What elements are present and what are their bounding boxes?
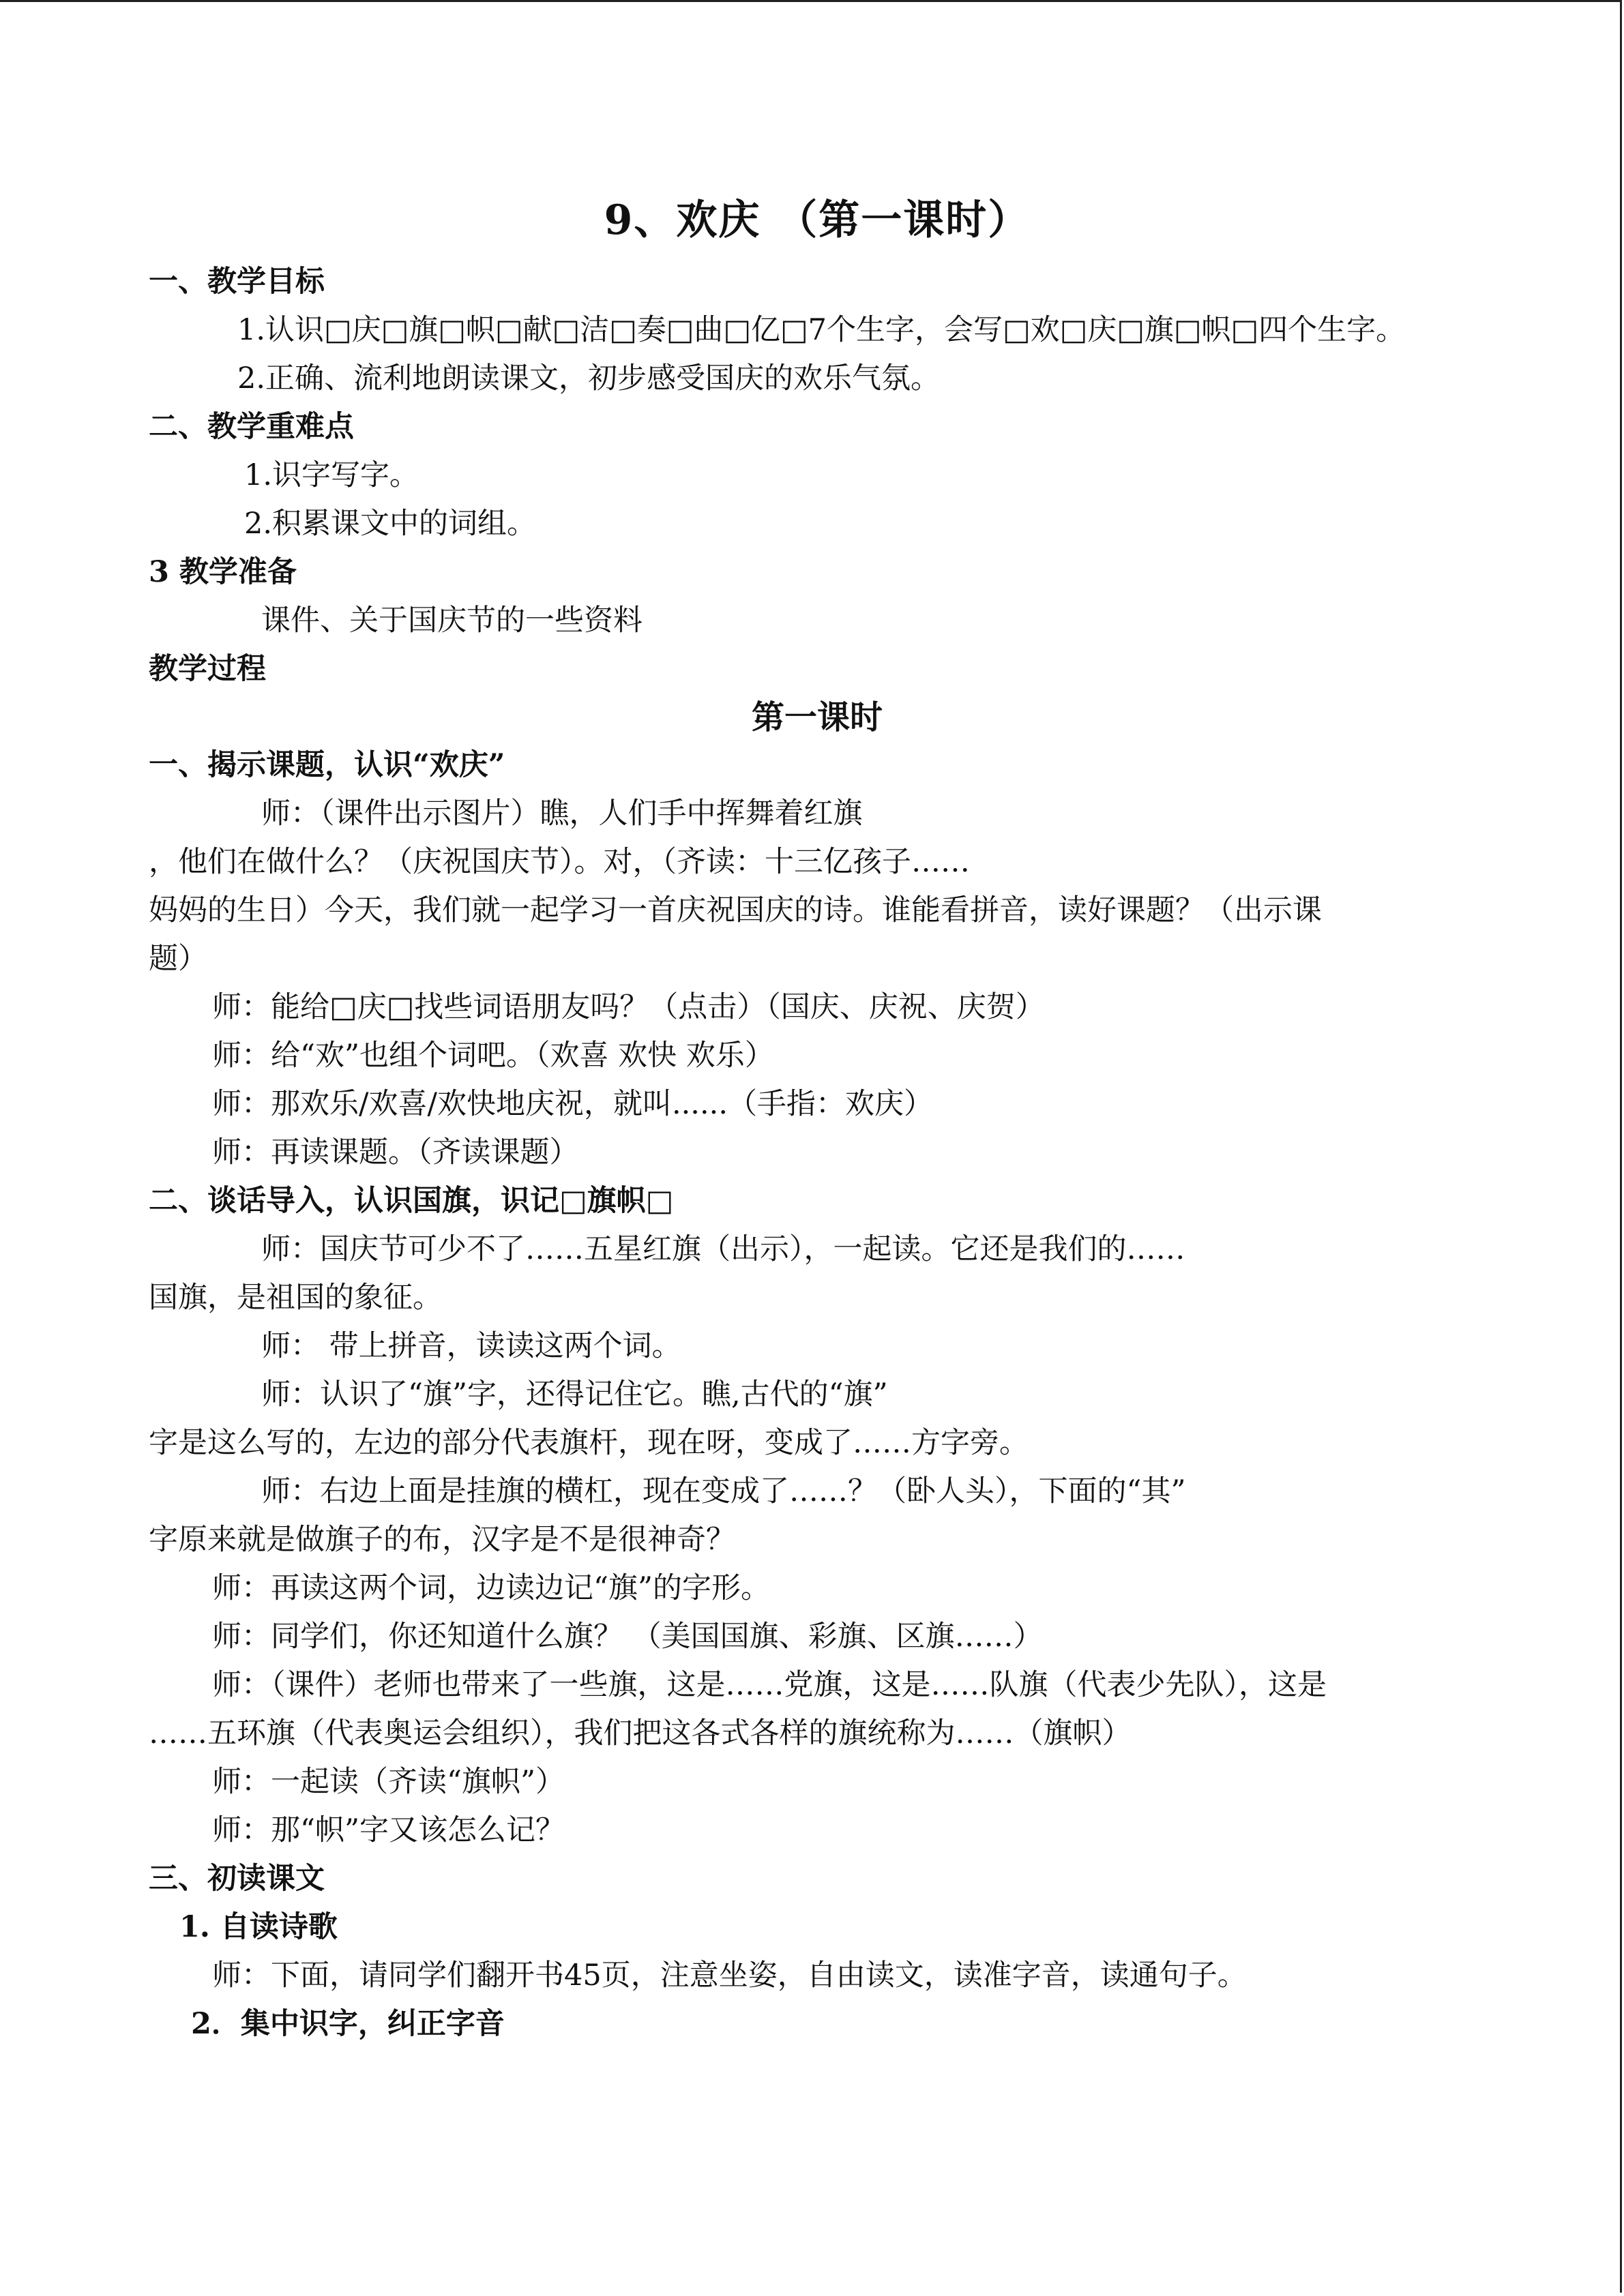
section-heading-key-points: 二、教学重难点 [149, 410, 354, 444]
paragraph-line: 字原来就是做旗子的布，汉字是不是很神奇？ [149, 1523, 735, 1557]
paragraph-line: 师：那欢乐/欢喜/欢快地庆祝，就叫......（手指：欢庆） [212, 1087, 933, 1121]
paragraph-line: 师：一起读（齐读“旗帜”） [212, 1765, 565, 1799]
document-body [149, 183, 1486, 2048]
key-point-1: 1.识字写字。 [244, 458, 419, 492]
paragraph-line: 师：国庆节可少不了……五星红旗（出示），一起读。它还是我们的…… [261, 1232, 1185, 1266]
paragraph-line: 师：认识了“旗”字，还得记住它。瞧,古代的“旗” [261, 1377, 888, 1412]
sub-step-heading-1: 1. 自读诗歌 [179, 1910, 338, 1944]
step-heading-3: 三、初读课文 [149, 1862, 325, 1896]
paragraph-line: 师：再读课题。（齐读课题） [212, 1135, 579, 1169]
paragraph-line: 师：同学们，你还知道什么旗？ （美国国旗、彩旗、区旗……） [212, 1620, 1043, 1654]
paragraph-line: 师：那“帜”字又该怎么记？ [212, 1813, 565, 1847]
preparation-text: 课件、关于国庆节的一些资料 [261, 603, 643, 638]
page-title: 9、欢庆 （第一课时） [604, 196, 1031, 244]
key-point-2: 2.积累课文中的词组。 [244, 507, 537, 541]
paragraph-line: 师： 带上拼音，读读这两个词。 [261, 1329, 681, 1363]
paragraph-line: 题） [149, 942, 207, 976]
paragraph-line: 师：（课件）老师也带来了一些旗，这是……党旗，这是……队旗（代表少先队），这是 [212, 1668, 1327, 1702]
step-heading-2: 二、谈话导入，认识国旗，识记□旗帜□ [149, 1184, 674, 1218]
paragraph-line: 师：右边上面是挂旗的横杠，现在变成了……？（卧人头），下面的“其” [261, 1474, 1186, 1508]
lesson-subtitle: 第一课时 [751, 698, 883, 736]
paragraph-line: 师：能给□庆□找些词语朋友吗？（点击）（国庆、庆祝、庆贺） [212, 990, 1045, 1024]
section-heading-process: 教学过程 [149, 652, 266, 686]
paragraph-line: ……五环旗（代表奥运会组织），我们把这各式各样的旗统称为……（旗帜） [149, 1716, 1132, 1750]
paragraph-line: 字是这么写的，左边的部分代表旗杆，现在呀，变成了……方字旁。 [149, 1426, 1029, 1460]
paragraph-line: ，他们在做什么？（庆祝国庆节）。对，（齐读：十三亿孩子…… [149, 845, 970, 879]
objective-2: 2.正确、流利地朗读课文，初步感受国庆的欢乐气氛。 [237, 361, 941, 396]
sub-step-heading-2: 2．集中识字，纠正字音 [191, 2007, 505, 2041]
paragraph-line: 师：下面，请同学们翻开书45页，注意坐姿，自由读文，读准字音，读通句子。 [212, 1958, 1247, 1993]
section-heading-preparation: 3 教学准备 [149, 555, 297, 589]
section-heading-objectives: 一、教学目标 [149, 265, 325, 299]
paragraph-line: 妈妈的生日）今天，我们就一起学习一首庆祝国庆的诗。谁能看拼音，读好课题？（出示课 [149, 893, 1322, 927]
paragraph-line: 师：再读这两个词，边读边记“旗”的字形。 [212, 1571, 770, 1605]
paragraph-line: 师：（课件出示图片）瞧，人们手中挥舞着红旗 [261, 796, 863, 831]
step-heading-1: 一、揭示课题，认识“欢庆” [149, 748, 505, 782]
paragraph-line: 国旗，是祖国的象征。 [149, 1281, 442, 1315]
objective-1: 1.认识□庆□旗□帜□献□洁□奏□曲□亿□7个生字，会写□欢□庆□旗□帜□四个生字。 [237, 313, 1406, 347]
paragraph-line: 师：给“欢”也组个词吧。（欢喜 欢快 欢乐） [212, 1039, 774, 1073]
